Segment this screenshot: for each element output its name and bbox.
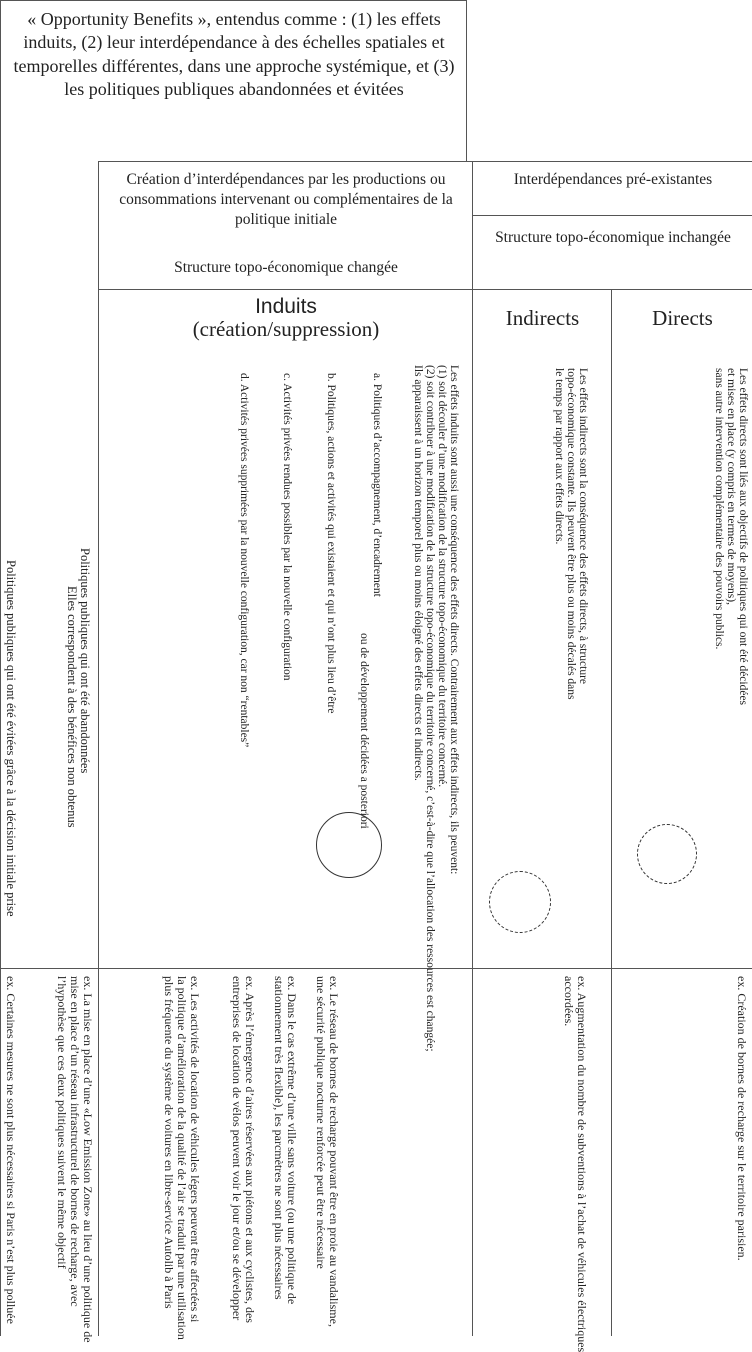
section-divider (98, 289, 752, 290)
example-d-line-3: plus fréquente du système de voitures en libre-service Autolib à Paris (162, 976, 176, 1309)
induits-item-a2: ou de développement décidées a posteriori (358, 633, 370, 829)
header-divider-vertical (466, 0, 467, 161)
example-d-line-2: la politique d’amélioration de la qualité de l’air se traduit par une utilisation (175, 976, 189, 1340)
opportunity-benefits-header: « Opportunity Benefits », entendus comme : (1) les effets induits, (2) leur interdépendance à des échelles spatiales et temporelles différentes, dans une approche systémique, et (3) les politiques publiques abandonnées et évitées (13, 9, 455, 100)
example-indirects-line-1: ex. Augmentation du nombre de subventions à l’achat de véhicules électriques (575, 976, 589, 1352)
indirects-text-line-1: Les effets indirects sont la conséquence des effets directs, à structure (577, 368, 589, 685)
unchanged-divider (472, 215, 752, 216)
creation-interdependances: Création d’interdépendances par les productions ou consommations intervenant ou complémentaires de la politique initiale (119, 171, 453, 229)
example-a-line-1: ex. Le réseau de bornes de recharge pouvant être en proie au vandalisme, (327, 976, 341, 1327)
indirects-text-line-2: topo-économique constante. Ils peuvent être plus ou moins décalés dans (565, 368, 577, 700)
example-c-line-1: ex. Après l’émergence d’aires réservées aux piétons et aux cyclistes, des (243, 976, 257, 1323)
directs-text-line-2: et mises en place (y compris en termes de moyens), (725, 368, 737, 605)
indirects-dashed-circle (489, 871, 551, 933)
example-c-line-2: entreprises de location de vélos peuvent voir le jour et/ou se développer (230, 976, 244, 1321)
example-b-line-1: ex. Dans le cas extrême d’une ville sans voiture (ou une politique de (285, 976, 299, 1305)
politiques-evitees: Politiques publiques qui ont été évitées grâce à la décision initiale prise (4, 560, 18, 917)
example-evitees: ex. Certaines mesures ne sont plus nécessaires si Paris n’est plus polluée (4, 976, 18, 1324)
example-directs: ex. Création de bornes de recharge sur le territoire parisien. (735, 976, 749, 1261)
induits-item-d: d. Activités privées supprimées par la nouvelle configuration, car non “rentables” (238, 373, 250, 748)
induits-desc-line-1: Les effets induits sont aussi une conséquence des effets directs. Contrairement aux effets indirects, ils peuvent: (448, 365, 460, 875)
left-border (0, 0, 1, 1336)
induits-title: Induits (255, 295, 317, 318)
induits-circle (316, 812, 382, 878)
structure-unchanged: Structure topo-économique inchangée (495, 229, 731, 246)
indirects-directs-divider (611, 289, 612, 1336)
induits-indirects-divider (472, 161, 473, 1336)
induits-subtitle: (création/suppression) (192, 317, 380, 341)
indirects-text-line-3: le temps par rapport aux effets directs. (553, 368, 565, 545)
preexisting-interdependences: Interdépendances pré-existantes (513, 171, 713, 188)
directs-text-line-3: sans autre intervention complémentaire des pouvoirs publics. (713, 368, 725, 650)
example-b-line-2: stationnement très flexible), les parcmètres ne sont plus nécessaires (272, 976, 286, 1300)
directs-dashed-circle (637, 824, 697, 884)
example-d-line-1: ex. Les activités de location de véhicules légers peuvent être affectées si (188, 976, 202, 1323)
example-abandonnees-line-2: mise en place d’un réseau infrastructurel de bornes de recharge, avec (68, 976, 82, 1307)
structure-changed: Structure topo-économique changée (174, 259, 398, 276)
directs-title: Directs (652, 306, 713, 330)
induits-item-c: c. Activités privées rendues possibles par la nouvelle configuration (281, 373, 293, 681)
induits-desc-line-4: Ils apparaissent à un horizon temporel plus ou moins éloigné des effets directs et indirects. (412, 365, 424, 781)
induits-item-a: a. Politiques d’accompagnement, d’encadrement (371, 373, 383, 597)
indirects-title: Indirects (505, 306, 580, 330)
politiques-abandonnees-note: Elles correspondent à des bénéfices non obtenus (65, 586, 79, 828)
directs-text-line-1: Les effets directs sont liés aux objectifs de politiques qui ont été décidées (737, 368, 749, 706)
top-border (0, 0, 466, 1)
example-abandonnees-line-3: l’hypothèse que ces deux politiques suivent le même objectif (55, 976, 69, 1269)
induits-item-b: b. Politiques, actions et activités qui existaient et qui n’ont plus lieu d’être (325, 373, 337, 714)
induits-desc-line-3: (2) soit contribuer à une modification de la structure topo-économique du territoire concerné, c’est-à-dire que l’allocation des ressources est changée; (424, 365, 436, 1052)
induits-desc-line-2: (1) soit découler d’une modification de la structure topo-économique du territoire concerné. (436, 365, 448, 788)
examples-divider (0, 968, 752, 969)
header-divider-horizontal (98, 161, 752, 162)
left-column-divider (98, 161, 99, 1336)
politiques-abandonnees: Politiques publiques qui ont été abandonnées (78, 548, 92, 774)
example-abandonnees-line-1: ex. La mise en place d’une «Low Emission Zone» au lieu d’une politique de (81, 976, 95, 1343)
example-a-line-2: une sécurité publique nocturne renforcée peut être nécessaire (314, 976, 328, 1269)
example-indirects-line-2: accordées. (562, 976, 576, 1027)
